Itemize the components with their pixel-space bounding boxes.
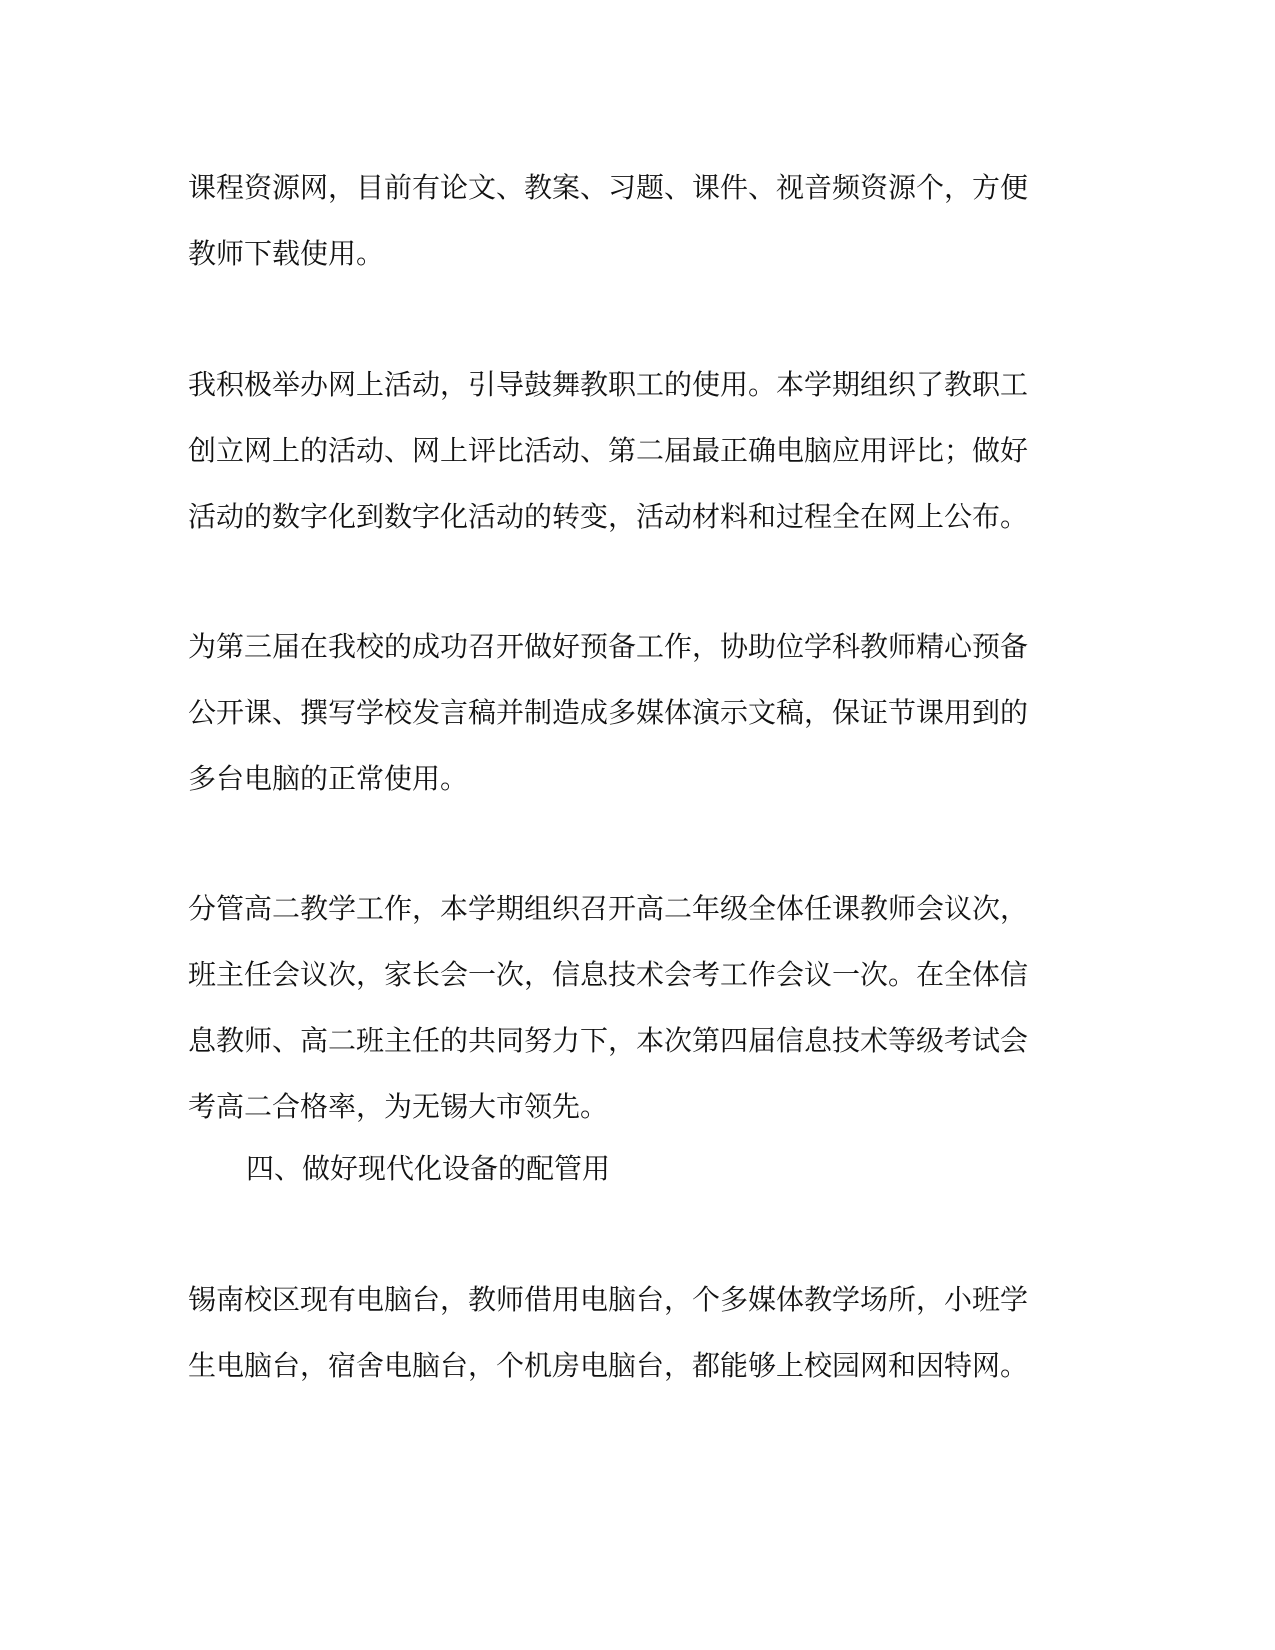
paragraph-line: 考高二合格率，为无锡大市领先。 — [188, 1090, 609, 1123]
paragraph-line: 息教师、高二班主任的共同努力下，本次第四届信息技术等级考试会 — [188, 1024, 1029, 1057]
paragraph-line: 为第三届在我校的成功召开做好预备工作，协助位学科教师精心预备 — [188, 630, 1029, 663]
paragraph-equipment-status — [188, 1267, 1068, 1399]
paragraph-line: 分管高二教学工作，本学期组织召开高二年级全体任课教师会议次， — [188, 892, 1029, 925]
paragraph-line: 班主任会议次，家长会一次，信息技术会考工作会议一次。在全体信 — [188, 958, 1029, 991]
paragraph-line: 公开课、撰写学校发言稿并制造成多媒体演示文稿，保证节课用到的 — [188, 696, 1029, 729]
paragraph-line: 我积极举办网上活动，引导鼓舞教职工的使用。本学期组织了教职工 — [188, 368, 1029, 401]
paragraph-grade-two-teaching — [188, 876, 1068, 1140]
section-heading: 四、做好现代化设备的配管用 — [246, 1152, 611, 1185]
paragraph-third-session-preparation — [188, 614, 1068, 812]
paragraph-line: 教师下载使用。 — [188, 237, 385, 270]
paragraph-online-activities — [188, 352, 1068, 550]
paragraph-line: 多台电脑的正常使用。 — [188, 762, 469, 795]
paragraph-course-resources — [188, 155, 1068, 287]
paragraph-line: 课程资源网，目前有论文、教案、习题、课件、视音频资源个，方便 — [188, 171, 1029, 204]
paragraph-line: 锡南校区现有电脑台，教师借用电脑台，个多媒体教学场所，小班学 — [188, 1283, 1029, 1316]
paragraph-line: 活动的数字化到数字化活动的转变，活动材料和过程全在网上公布。 — [188, 500, 1029, 533]
paragraph-line: 创立网上的活动、网上评比活动、第二届最正确电脑应用评比；做好 — [188, 434, 1029, 467]
paragraph-line: 生电脑台，宿舍电脑台，个机房电脑台，都能够上校园网和因特网。 — [188, 1349, 1029, 1382]
